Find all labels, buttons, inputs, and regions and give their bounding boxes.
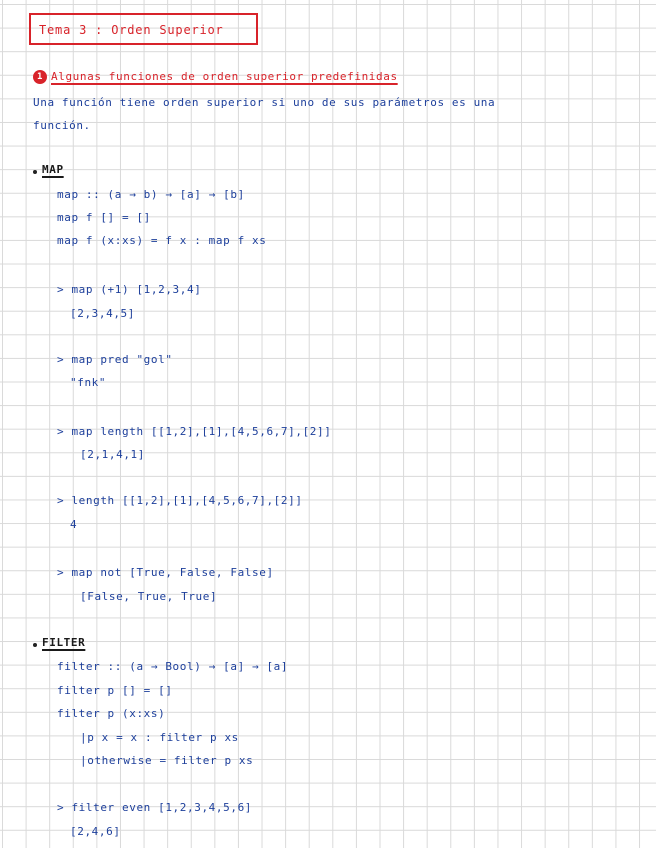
map-ex2-input: > map pred "gol" [57,353,173,366]
map-ex4-input: > length [[1,2],[1],[4,5,6,7],[2]] [57,494,303,507]
filter-def3: filter p (x:xs) [57,707,166,720]
intro-text-line1: Una función tiene orden superior si uno de sus parámetros es una [33,96,496,109]
map-def1: map :: (a → b) → [a] → [b] [57,188,245,201]
section-heading-text: Algunas funciones de orden superior predefinidas [51,70,398,83]
filter-heading: FILTER [42,636,86,649]
filter-ex1-input: > filter even [1,2,3,4,5,6] [57,801,253,814]
bullet-icon [33,170,37,174]
filter-def4: |p x = x : filter p xs [80,731,239,744]
section-number: 1 [33,70,47,84]
map-def2: map f [] = [] [57,211,151,224]
filter-ex1-output: [2,4,6] [70,825,121,838]
map-ex5-input: > map not [True, False, False] [57,566,274,579]
intro-text-line2: función. [33,119,91,132]
filter-def2: filter p [] = [] [57,684,173,697]
section-heading [33,70,398,84]
filter-def5: |otherwise = filter p xs [80,754,254,767]
page-title: Tema 3 : Orden Superior [39,23,224,37]
map-ex4-output: 4 [70,518,78,531]
bullet-icon [33,643,37,647]
map-ex2-output: "fnk" [70,376,107,389]
filter-def1: filter :: (a → Bool) → [a] → [a] [57,660,289,673]
map-def3: map f (x:xs) = f x : map f xs [57,234,267,247]
map-ex3-output: [2,1,4,1] [80,448,146,461]
title-box [29,13,258,45]
map-ex5-output: [False, True, True] [80,590,218,603]
map-ex1-input: > map (+1) [1,2,3,4] [57,283,202,296]
map-ex3-input: > map length [[1,2],[1],[4,5,6,7],[2]] [57,425,332,438]
map-heading: MAP [42,163,64,176]
map-ex1-output: [2,3,4,5] [70,307,136,320]
